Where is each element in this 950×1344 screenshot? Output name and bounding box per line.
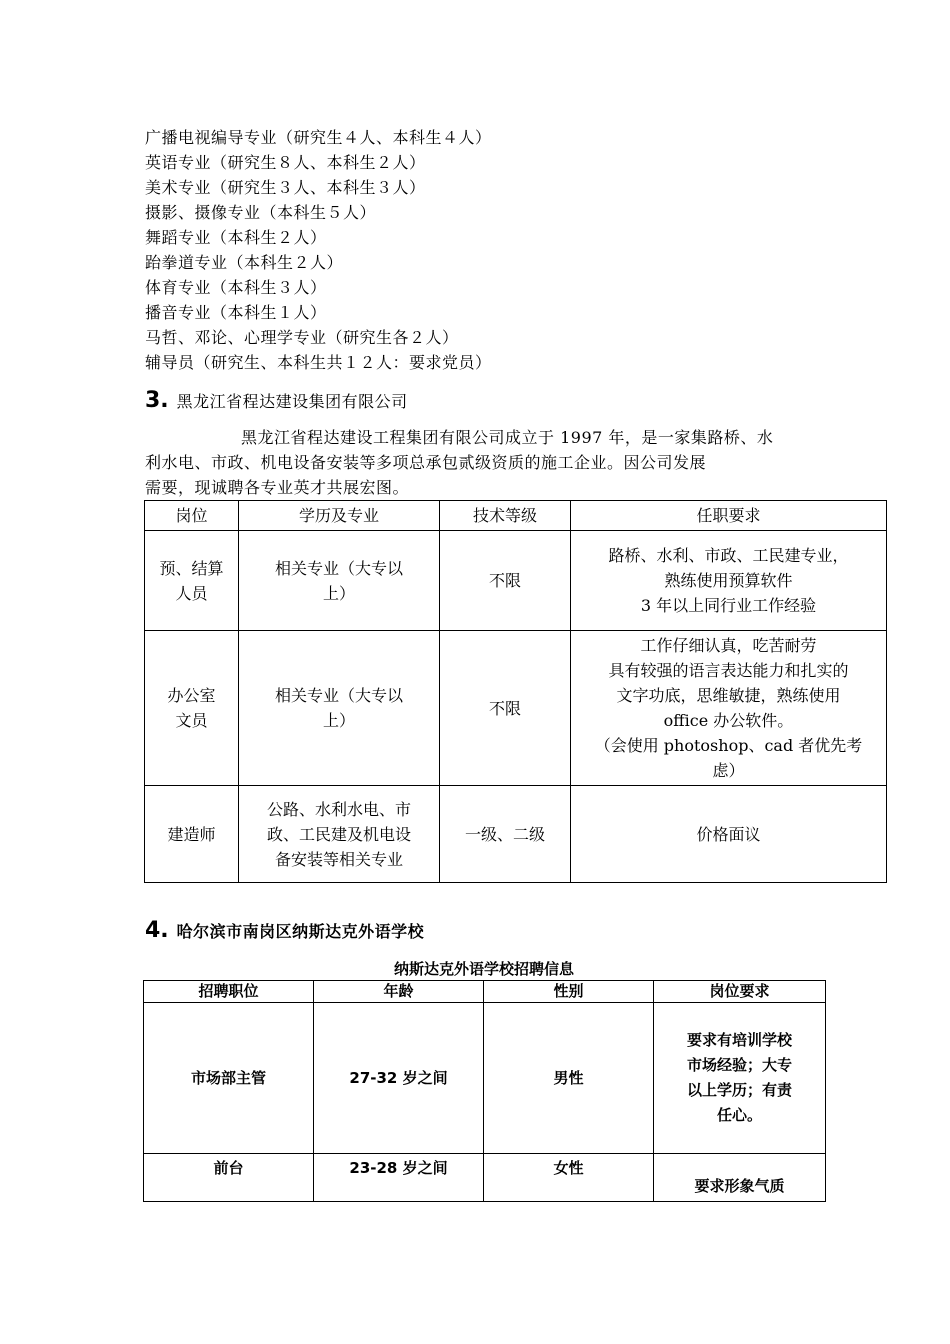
education-cell bbox=[239, 786, 440, 883]
table-row bbox=[145, 786, 887, 883]
cell-line: 任心。 bbox=[716, 1106, 762, 1124]
list-item: 马哲、邓论、心理学专业（研究生各２人） bbox=[145, 328, 459, 347]
requirements-cell bbox=[654, 1154, 826, 1202]
cell-line: 公路、水利水电、市 bbox=[266, 799, 411, 819]
header-cell: 性别 bbox=[484, 981, 654, 1003]
requirements-cell bbox=[571, 531, 887, 631]
intro-line: 黑龙江省程达建设工程集团有限公司成立于 1997 年，是一家集路桥、水 bbox=[241, 428, 774, 447]
table-row bbox=[144, 1003, 826, 1154]
level-cell: 一级、二级 bbox=[440, 786, 571, 883]
header-cell: 学历及专业 bbox=[239, 501, 440, 531]
header-cell: 岗位要求 bbox=[654, 981, 826, 1003]
section4-job-table bbox=[143, 980, 826, 1202]
level-cell: 不限 bbox=[440, 631, 571, 786]
position-cell: 前台 bbox=[144, 1154, 314, 1202]
section4-table-title: 纳斯达克外语学校招聘信息 bbox=[393, 960, 574, 978]
cell-line: 要求有培训学校 bbox=[686, 1031, 792, 1049]
cell-line: 预、结算 bbox=[159, 558, 224, 578]
cell-line: 工作仔细认真，吃苦耐劳 bbox=[640, 636, 817, 655]
section3-title: 黑龙江省程达建设集团有限公司 bbox=[176, 392, 408, 411]
major-list bbox=[145, 125, 492, 375]
requirements-cell bbox=[571, 786, 887, 883]
section3-number: 3. bbox=[145, 388, 169, 413]
list-item: 跆拳道专业（本科生２人） bbox=[145, 253, 344, 272]
section4-number: 4. bbox=[145, 918, 169, 943]
cell-line: 上） bbox=[322, 583, 355, 603]
section4-title: 哈尔滨市南岗区纳斯达克外语学校 bbox=[176, 922, 425, 941]
cell-line: 以上学历；有责 bbox=[686, 1081, 792, 1099]
gender-cell: 男性 bbox=[484, 1003, 654, 1154]
table-row bbox=[145, 631, 887, 786]
section3-intro bbox=[145, 425, 820, 500]
cell-line: office 办公软件。 bbox=[663, 711, 794, 730]
cell-line: 建造师 bbox=[167, 824, 216, 844]
cell-line: 上） bbox=[322, 711, 355, 730]
table-row bbox=[144, 1154, 826, 1202]
intro-line: 利水电、市政、机电设备安装等多项总承包贰级资质的施工企业。因公司发展 bbox=[145, 453, 707, 472]
cell-line: 文员 bbox=[175, 711, 208, 730]
list-item: 体育专业（本科生３人） bbox=[145, 278, 327, 297]
table-row bbox=[145, 531, 887, 631]
table-header-row bbox=[145, 501, 887, 531]
header-cell: 任职要求 bbox=[571, 501, 887, 531]
cell-line: 价格面议 bbox=[696, 824, 761, 844]
cell-line: 文字功底，思维敏捷，熟练使用 bbox=[616, 686, 841, 705]
cell-line: 虑） bbox=[712, 761, 745, 780]
list-item: 播音专业（本科生１人） bbox=[145, 303, 327, 322]
cell-line: 具有较强的语言表达能力和扎实的 bbox=[608, 661, 849, 680]
cell-line: 政、工民建及机电设 bbox=[266, 824, 411, 844]
gender-cell: 女性 bbox=[484, 1154, 654, 1202]
cell-line: 相关专业（大专以 bbox=[274, 686, 403, 705]
section3-job-table bbox=[144, 500, 887, 883]
requirements-cell bbox=[571, 631, 887, 786]
education-cell bbox=[239, 531, 440, 631]
table-header-row bbox=[144, 981, 826, 1003]
level-cell: 不限 bbox=[440, 531, 571, 631]
cell-line: 3 年以上同行业工作经验 bbox=[640, 596, 817, 615]
cell-line: 路桥、水利、市政、工民建专业， bbox=[608, 546, 849, 565]
list-item: 舞蹈专业（本科生２人） bbox=[145, 228, 327, 247]
cell-line: 备安装等相关专业 bbox=[274, 849, 403, 869]
position-cell: 市场部主管 bbox=[144, 1003, 314, 1154]
age-cell: 27-32 岁之间 bbox=[314, 1003, 484, 1154]
cell-line: 人员 bbox=[175, 583, 208, 603]
header-cell: 岗位 bbox=[145, 501, 239, 531]
requirements-cell bbox=[654, 1003, 826, 1154]
age-cell: 23-28 岁之间 bbox=[314, 1154, 484, 1202]
cell-line: 办公室 bbox=[167, 686, 216, 705]
position-cell bbox=[145, 786, 239, 883]
section3-heading bbox=[145, 388, 408, 413]
section4-heading bbox=[145, 918, 424, 943]
header-cell: 技术等级 bbox=[440, 501, 571, 531]
list-item: 辅导员（研究生、本科生共１２人：要求党员） bbox=[145, 353, 492, 372]
header-cell: 招聘职位 bbox=[144, 981, 314, 1003]
list-item: 广播电视编导专业（研究生４人、本科生４人） bbox=[145, 128, 492, 147]
list-item: 摄影、摄像专业（本科生５人） bbox=[145, 203, 377, 222]
education-cell bbox=[239, 631, 440, 786]
cell-line: 要求形象气质 bbox=[694, 1177, 785, 1195]
list-item: 英语专业（研究生８人、本科生２人） bbox=[145, 153, 426, 172]
cell-line: 相关专业（大专以 bbox=[274, 558, 403, 578]
list-item: 美术专业（研究生３人、本科生３人） bbox=[145, 178, 426, 197]
header-cell: 年龄 bbox=[314, 981, 484, 1003]
cell-line: 市场经验；大专 bbox=[686, 1056, 792, 1074]
position-cell bbox=[145, 531, 239, 631]
intro-line: 需要，现诚聘各专业英才共展宏图。 bbox=[145, 478, 410, 497]
position-cell bbox=[145, 631, 239, 786]
cell-line: （会使用 photoshop、cad 者优先考 bbox=[594, 736, 863, 755]
cell-line: 熟练使用预算软件 bbox=[664, 571, 793, 590]
